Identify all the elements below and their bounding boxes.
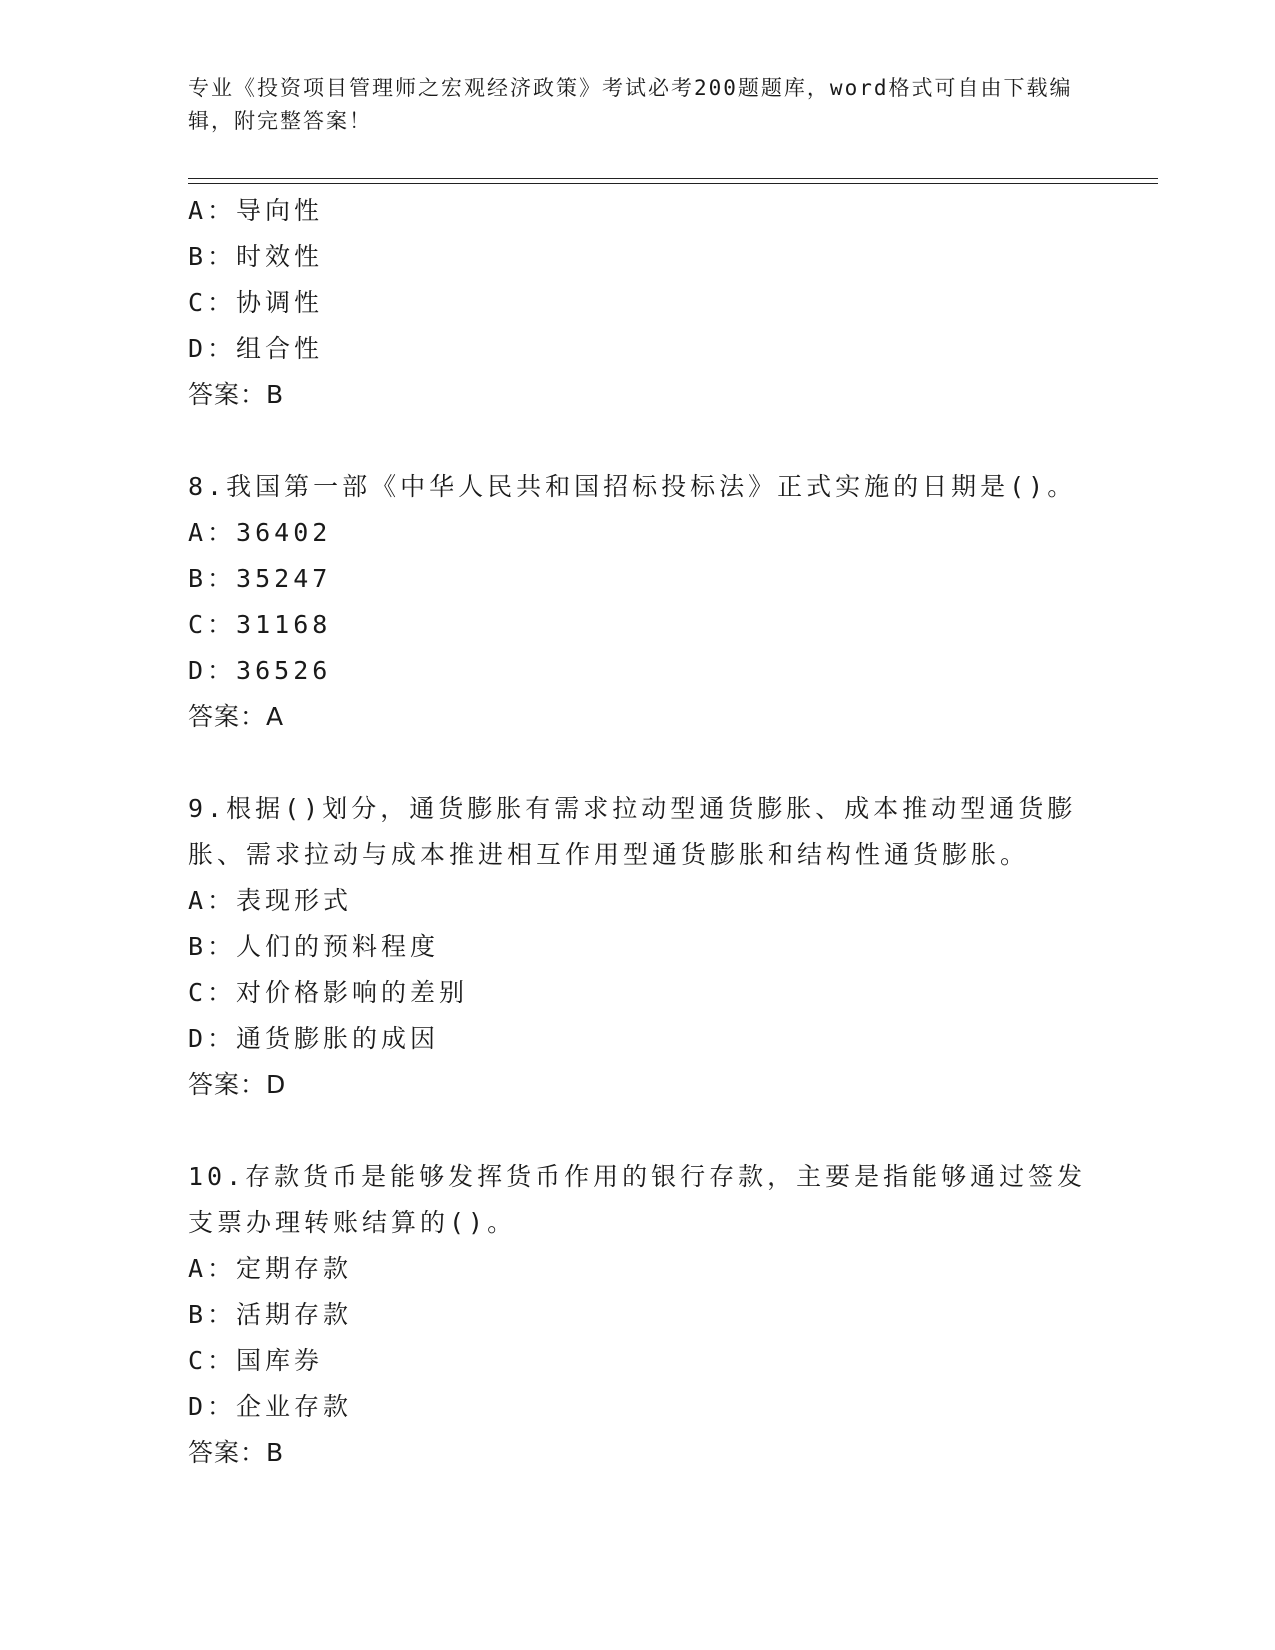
option-d: D：36526 [188,656,332,685]
question-8-block [188,464,1088,740]
question-text: 9.根据()划分，通货膨胀有需求拉动型通货膨胀、成本推动型通货膨胀、需求拉动与成本推进相互作用型通货膨胀和结构性通货膨胀。 [188,794,1077,869]
option-a: A：表现形式 [188,886,353,915]
answer: 答案：B [188,380,285,409]
question-text: 10.存款货币是能够发挥货币作用的银行存款，主要是指能够通过签发支票办理转账结算的()。 [188,1162,1087,1237]
option-c: C：31168 [188,610,332,639]
option-d: D：组合性 [188,334,324,363]
question-10-block [188,1154,1088,1476]
option-b: B：人们的预料程度 [188,932,440,961]
option-d: D：通货膨胀的成因 [188,1024,440,1053]
answer: 答案：A [188,702,285,731]
option-c: C：协调性 [188,288,324,317]
header-rule-top [188,178,1158,179]
option-c: C：国库券 [188,1346,324,1375]
option-d: D：企业存款 [188,1392,353,1421]
question-text: 8.我国第一部《中华人民共和国招标投标法》正式实施的日期是()。 [188,472,1077,501]
header-rule-bottom [188,183,1158,184]
option-c: C：对价格影响的差别 [188,978,469,1007]
option-b: B：活期存款 [188,1300,353,1329]
question-list [188,188,1088,1476]
option-a: A：定期存款 [188,1254,353,1283]
answer: 答案：B [188,1438,285,1467]
document-header: 专业《投资项目管理师之宏观经济政策》考试必考200题题库，word格式可自由下载编辑，附完整答案！ [188,76,1073,133]
option-b: B：时效性 [188,242,324,271]
option-a: A：导向性 [188,196,324,225]
question-7-block [188,188,1088,418]
question-9-block [188,786,1088,1108]
answer: 答案：D [188,1070,287,1099]
option-b: B：35247 [188,564,332,593]
option-a: A：36402 [188,518,332,547]
